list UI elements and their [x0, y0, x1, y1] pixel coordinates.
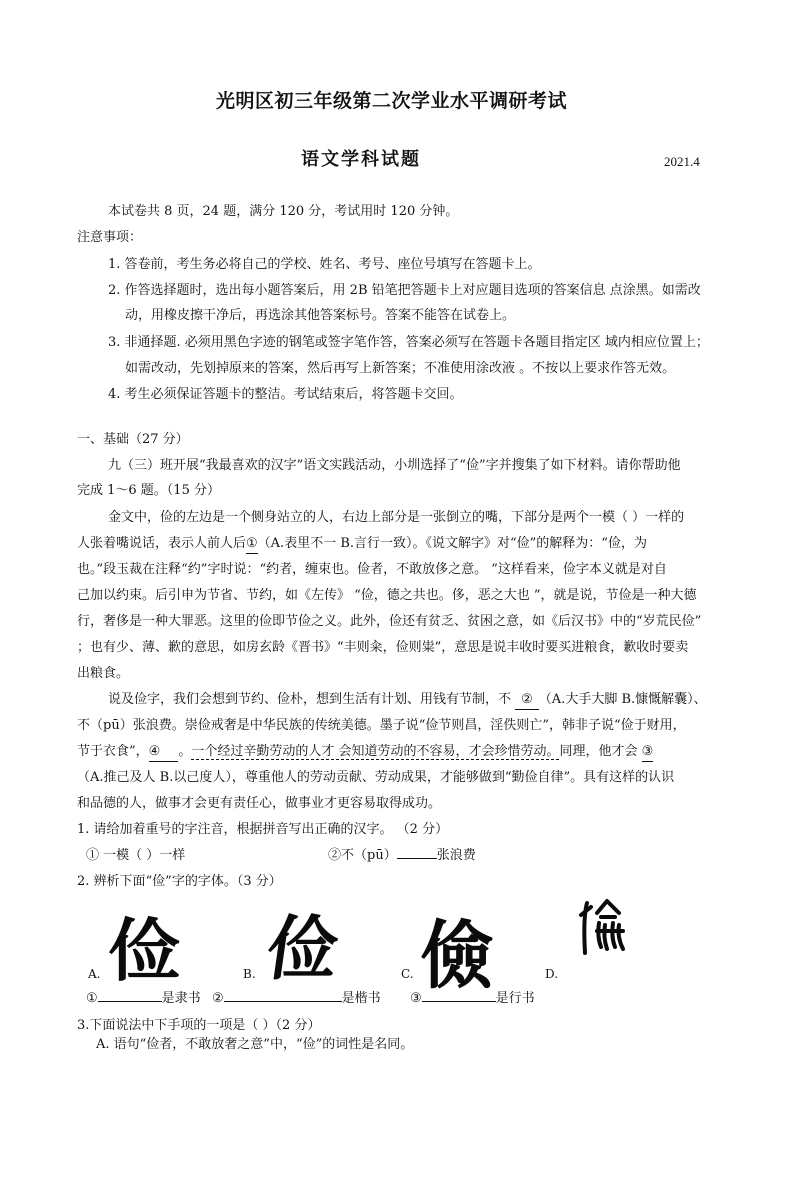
- passage-text: 说及俭字，我们会想到节约、俭朴，想到生活有计划、用钱有节制，不: [108, 692, 516, 707]
- section-intro-a: 九（三）班开展“我最喜欢的汉字”语文实践活动，小圳选择了“俭”字并搜集了如下材料。请你帮助他: [108, 458, 681, 473]
- passage-line: 行，奢侈是一种大罪恶。这里的俭即节俭之义。此外，俭还有贫乏、贫困之意，如《后汉书》中的“岁荒民俭”: [77, 614, 702, 629]
- note-item-3b: 如需改动，先划掉原来的答案，然后再写上新答案；不准使用涂改液 。不按以上要求作答无效。: [125, 361, 676, 376]
- q2-answer-2: [212, 990, 381, 1008]
- passage-line: 出粮食。: [77, 666, 130, 681]
- note-item-3a: 3. 非通择题. 必须用黑色字迹的钢笔或签字笔作答，答案必须写在答题卡各题目指定区 域内相应位置上；: [108, 335, 709, 350]
- question-1-part-a: ① 一模（ ）一样: [86, 848, 186, 863]
- blank-1: ①: [246, 535, 258, 554]
- q2-answer-text: 是隶书: [161, 991, 201, 1006]
- section-heading: 一、基础（27 分）: [77, 432, 189, 447]
- q2-answer-marker: ②: [212, 991, 224, 1006]
- section-intro-b: 完成 1～6 题。（15 分）: [77, 483, 220, 498]
- seal-script-icon: [577, 897, 629, 957]
- passage-line: （A.推己及人 B.以己度人），尊重他人的劳动贡献、劳动成果，才能够做到“勤俭自律”。具有这样的认识: [77, 770, 675, 785]
- question-1-part-b: [328, 847, 476, 865]
- note-item-1: 1. 答卷前，考生务必将自己的学校、姓名、考号、座位号填写在答题卡上。: [108, 257, 541, 272]
- question-3-option-a[interactable]: A. 语句“俭者，不敢放奢之意”中，“俭”的词性是名同。: [96, 1037, 414, 1052]
- glyph-c-regular: 儉: [420, 913, 494, 999]
- passage-line: [108, 691, 707, 710]
- note-item-4: 4. 考生必须保证答题卡的整洁。考试结束后，将答题卡交回。: [108, 387, 463, 402]
- passage-text: （A.表里不一 B.言行一致）。《说文解字》对“俭”的解释为：“俭，为: [257, 536, 647, 551]
- q2-answer-3: [410, 990, 535, 1008]
- glyph-label-b: B.: [243, 967, 256, 981]
- q1b-text: ②不（pū）: [328, 848, 397, 863]
- q2-answer-marker: ③: [410, 991, 422, 1006]
- glyph-a-clerical: 俭: [108, 909, 181, 991]
- passage-text: 节于衣食”，: [77, 744, 149, 759]
- glyph-b-running: 俭: [261, 907, 344, 990]
- passage-text: 人张着嘴说话，表示人前人后: [77, 536, 247, 551]
- passage-line: 不（pū）张浪费。崇俭戒奢是中华民族的传统美德。墨子说“俭节则昌，淫佚则亡”，韩非子说“俭于财用，: [77, 718, 686, 733]
- glyph-label-a: A.: [88, 967, 101, 981]
- passage-line: 己加以约束。后引申为节省、节约，如《左传》 “俭，德之共也。侈，恶之大也 ”，就是说，节俭是一种大德: [77, 588, 697, 603]
- glyph-label-c: C.: [401, 967, 414, 981]
- passage-line: ；也有少、薄、歉的意思，如房玄龄《晋书》“丰则籴，俭则粜”，意思是说丰收时要买进粮食，歉收时要卖: [77, 640, 689, 655]
- q2-answer-text: 是行书: [495, 991, 535, 1006]
- glyph-label-d: D.: [545, 967, 559, 981]
- q2-answer-marker: ①: [86, 991, 98, 1006]
- passage-text: （A.大手大脚 B.慷慨解囊）、: [538, 692, 707, 707]
- exam-subtitle: 语文学科试题: [301, 149, 421, 170]
- question-3-stem: 3.下面说法中下手项的一项是（ ）（2 分）: [77, 1018, 321, 1033]
- note-item-2b: 动，用橡皮擦干净后，再选涂其他答案标号。答案不能答在试卷上。: [125, 308, 516, 323]
- exam-date: 2021.4: [664, 154, 700, 169]
- question-2-stem: 2. 辨析下面“俭”字的字体。（3 分）: [77, 874, 282, 889]
- q2-answer-blank-1[interactable]: [98, 1001, 162, 1002]
- passage-line: 也。”段玉裁在注释“约”字时说：“约者，缠束也。俭者，不敢放侈之意。 ”这样看来，俭字本义就是对自: [77, 562, 667, 577]
- passage-line: [77, 535, 647, 554]
- q1b-text: 张浪费: [436, 848, 476, 863]
- q2-answer-text: 是楷书: [341, 991, 381, 1006]
- passage-text: 同理，他才会: [559, 744, 642, 759]
- q2-answer-blank-3[interactable]: [422, 1001, 496, 1002]
- q1b-blank[interactable]: [397, 858, 437, 859]
- q2-answer-blank-2[interactable]: [224, 1001, 342, 1002]
- glyph-d-seal: [577, 897, 629, 957]
- passage-line: 金文中，俭的左边是一个侧身站立的人，右边上部分是一张倒立的嘴，下部分是两个一模（ ）一样的: [108, 510, 685, 525]
- blank-2: ②: [515, 691, 539, 710]
- note-item-2a: 2. 作答选择题时，选出每小题答案后，用 2B 铅笔把答题卡上对应题目选项的答案信息 点涂黑。如需改: [108, 283, 701, 298]
- notes-heading: 注意事项：: [77, 230, 143, 245]
- passage-line: [77, 743, 653, 762]
- exam-intro: 本试卷共 8 页，24 题，满分 120 分，考试用时 120 分钟。: [108, 204, 459, 219]
- blank-4: ④: [149, 743, 179, 762]
- passage-text: 。: [178, 744, 192, 759]
- underlined-sentence: 一个经过辛勤劳动的人才 会知道劳动的不容易，才会珍惜劳动。: [191, 744, 560, 759]
- exam-title: 光明区初三年级第二次学业水平调研考试: [216, 90, 568, 112]
- q2-answer-1: [86, 990, 201, 1008]
- question-1-stem: 1. 请给加着重号的字注音，根据拼音写出正确的汉字。 （2 分）: [77, 822, 449, 837]
- blank-3: ③: [642, 743, 654, 762]
- passage-line: 和品德的人，做事才会更有责任心，做事业才更容易取得成功。: [77, 796, 442, 811]
